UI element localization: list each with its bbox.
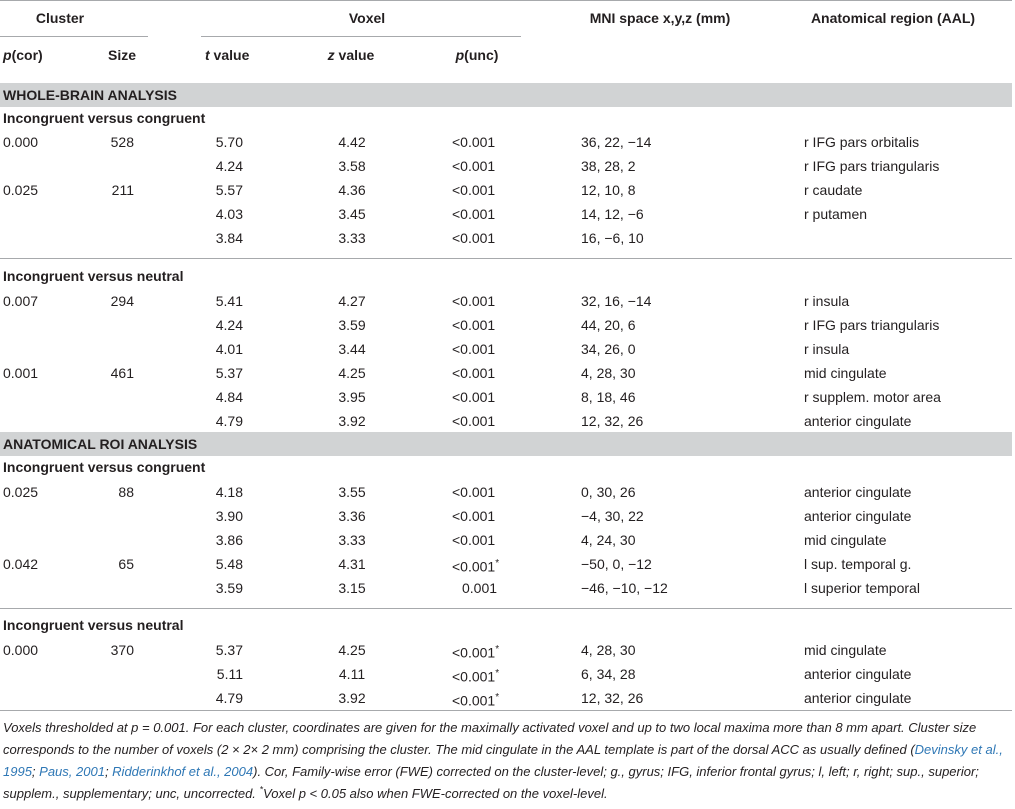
cell-pcor: 0.042 xyxy=(3,556,39,572)
cell-t-value: 5.37 xyxy=(215,365,243,381)
cell-punc: <0.001 xyxy=(452,182,496,198)
cell-size: 528 xyxy=(110,134,134,150)
header-size: Size xyxy=(108,47,137,63)
citation-link[interactable]: Paus, 2001 xyxy=(39,764,105,779)
cell-region: r insula xyxy=(804,341,850,357)
cell-z-value: 3.55 xyxy=(338,484,366,500)
cell-z-value: 3.95 xyxy=(338,389,366,405)
cell-size: 294 xyxy=(110,293,134,309)
cell-z-value: 3.33 xyxy=(338,532,366,548)
cell-punc: <0.001 xyxy=(452,413,496,429)
cell-region: l superior temporal xyxy=(804,580,920,596)
table-top-rule xyxy=(0,0,1012,1)
cell-t-value: 4.18 xyxy=(215,484,243,500)
header-punc: p(unc) xyxy=(455,47,499,63)
cell-t-value: 5.70 xyxy=(215,134,243,150)
cell-region: r IFG pars triangularis xyxy=(804,158,940,174)
cell-t-value: 5.41 xyxy=(215,293,243,309)
cell-mni: 32, 16, −14 xyxy=(581,293,652,309)
cell-punc: <0.001* xyxy=(452,668,500,685)
subsection-title: Incongruent versus congruent xyxy=(3,459,206,475)
cell-t-value: 5.37 xyxy=(215,642,243,658)
cell-mni: 36, 22, −14 xyxy=(581,134,652,150)
cell-region: r putamen xyxy=(804,206,868,222)
cell-z-value: 4.25 xyxy=(338,642,366,658)
cell-punc: <0.001 xyxy=(452,508,496,524)
cell-t-value: 5.57 xyxy=(215,182,243,198)
header-voxel: Voxel xyxy=(348,10,386,26)
cell-punc: <0.001 xyxy=(452,341,496,357)
cell-t-value: 4.24 xyxy=(215,317,243,333)
cell-punc: <0.001 xyxy=(452,484,496,500)
cell-z-value: 3.58 xyxy=(338,158,366,174)
cell-punc: <0.001 xyxy=(452,206,496,222)
section-title: ANATOMICAL ROI ANALYSIS xyxy=(3,436,198,452)
cell-t-value: 4.01 xyxy=(215,341,243,357)
subsection-rule xyxy=(0,608,1012,609)
cell-region: mid cingulate xyxy=(804,642,887,658)
cell-mni: 0, 30, 26 xyxy=(581,484,636,500)
cell-pcor: 0.001 xyxy=(3,365,39,381)
cell-size: 370 xyxy=(110,642,134,658)
fwe-star: * xyxy=(495,558,500,569)
cell-mni: 44, 20, 6 xyxy=(581,317,636,333)
cell-mni: 6, 34, 28 xyxy=(581,666,636,682)
cell-t-value: 3.84 xyxy=(215,230,243,246)
cell-punc: <0.001* xyxy=(452,558,500,575)
cell-mni: 16, −6, 10 xyxy=(581,230,644,246)
cell-t-value: 3.59 xyxy=(215,580,243,596)
header-region: Anatomical region (AAL) xyxy=(810,10,976,26)
cell-pcor: 0.025 xyxy=(3,484,39,500)
cell-pcor: 0.007 xyxy=(3,293,39,309)
cell-z-value: 4.27 xyxy=(338,293,366,309)
cell-punc: <0.001 xyxy=(452,158,496,174)
cell-z-value: 3.45 xyxy=(338,206,366,222)
cell-t-value: 3.86 xyxy=(215,532,243,548)
cell-region: anterior cingulate xyxy=(804,690,912,706)
cell-t-value: 3.90 xyxy=(215,508,243,524)
cell-region: anterior cingulate xyxy=(804,508,912,524)
cell-punc: <0.001 xyxy=(452,134,496,150)
cell-pcor: 0.025 xyxy=(3,182,39,198)
cell-mni: 12, 32, 26 xyxy=(581,690,644,706)
cell-mni: 4, 24, 30 xyxy=(581,532,636,548)
cell-region: r IFG pars triangularis xyxy=(804,317,940,333)
cell-mni: 12, 32, 26 xyxy=(581,413,644,429)
fwe-star: * xyxy=(495,668,500,679)
cell-punc: <0.001 xyxy=(452,293,496,309)
cell-region: r caudate xyxy=(804,182,863,198)
cell-t-value: 4.79 xyxy=(215,690,243,706)
cell-mni: 8, 18, 46 xyxy=(581,389,636,405)
subsection-title: Incongruent versus neutral xyxy=(3,268,184,284)
header-mni: MNI space x,y,z (mm) xyxy=(589,10,731,26)
cell-mni: −50, 0, −12 xyxy=(581,556,652,572)
cell-z-value: 3.36 xyxy=(338,508,366,524)
cell-region: anterior cingulate xyxy=(804,413,912,429)
cell-z-value: 3.15 xyxy=(338,580,366,596)
cell-mni: 34, 26, 0 xyxy=(581,341,636,357)
citation-link[interactable]: Devinsky et al., 1995 xyxy=(3,742,1003,779)
cell-mni: 14, 12, −6 xyxy=(581,206,644,222)
cell-punc: 0.001 xyxy=(462,580,498,596)
cell-t-value: 4.84 xyxy=(215,389,243,405)
cell-mni: 4, 28, 30 xyxy=(581,642,636,658)
cell-z-value: 4.11 xyxy=(338,666,366,682)
cell-mni: −46, −10, −12 xyxy=(581,580,668,596)
fwe-star: * xyxy=(495,692,500,703)
cluster-underline xyxy=(0,36,148,37)
cell-z-value: 3.44 xyxy=(338,341,366,357)
header-t-value: t value xyxy=(205,47,250,63)
cell-z-value: 4.31 xyxy=(338,556,366,572)
subsection-rule xyxy=(0,258,1012,259)
header-z-value: z value xyxy=(327,47,375,63)
fwe-star: * xyxy=(495,644,500,655)
cell-pcor: 0.000 xyxy=(3,134,39,150)
cell-t-value: 4.03 xyxy=(215,206,243,222)
subsection-title: Incongruent versus congruent xyxy=(3,110,206,126)
cell-size: 65 xyxy=(118,556,134,572)
cell-mni: 38, 28, 2 xyxy=(581,158,636,174)
subsection-title: Incongruent versus neutral xyxy=(3,617,184,633)
cell-punc: <0.001* xyxy=(452,644,500,661)
cell-mni: 12, 10, 8 xyxy=(581,182,636,198)
cell-z-value: 4.25 xyxy=(338,365,366,381)
header-pcor: p(cor) xyxy=(3,47,43,63)
cell-region: anterior cingulate xyxy=(804,484,912,500)
cell-region: r IFG pars orbitalis xyxy=(804,134,920,150)
cell-punc: <0.001 xyxy=(452,532,496,548)
cell-z-value: 3.33 xyxy=(338,230,366,246)
section-title: WHOLE-BRAIN ANALYSIS xyxy=(3,87,177,103)
cell-mni: −4, 30, 22 xyxy=(581,508,644,524)
cell-size: 88 xyxy=(118,484,134,500)
header-cluster: Cluster xyxy=(35,10,85,26)
citation-link[interactable]: Ridderinkhof et al., 2004 xyxy=(112,764,254,779)
cell-punc: <0.001* xyxy=(452,692,500,709)
cell-t-value: 5.48 xyxy=(215,556,243,572)
cell-pcor: 0.000 xyxy=(3,642,39,658)
cell-size: 211 xyxy=(111,182,134,198)
voxel-underline xyxy=(201,36,521,37)
cell-punc: <0.001 xyxy=(452,317,496,333)
cell-t-value: 4.24 xyxy=(215,158,243,174)
cell-t-value: 5.11 xyxy=(216,666,243,682)
cell-mni: 4, 28, 30 xyxy=(581,365,636,381)
table-bottom-rule xyxy=(0,710,1012,711)
cell-z-value: 3.59 xyxy=(338,317,366,333)
cell-punc: <0.001 xyxy=(452,230,496,246)
cell-z-value: 3.92 xyxy=(338,690,366,706)
cell-punc: <0.001 xyxy=(452,365,496,381)
cell-z-value: 4.42 xyxy=(338,134,366,150)
cell-punc: <0.001 xyxy=(452,389,496,405)
cell-region: l sup. temporal g. xyxy=(804,556,912,572)
cell-region: mid cingulate xyxy=(804,532,887,548)
cell-t-value: 4.79 xyxy=(215,413,243,429)
cell-region: r supplem. motor area xyxy=(804,389,941,405)
cell-z-value: 3.92 xyxy=(338,413,366,429)
cell-region: anterior cingulate xyxy=(804,666,912,682)
cell-region: r insula xyxy=(804,293,850,309)
cell-region: mid cingulate xyxy=(804,365,887,381)
table-footnote: Voxels thresholded at p = 0.001. For each cluster, coordinates are given for the maximally activated voxel and up to two local maxima more than 8 mm apart. Cluster size corresponds to the number of voxels (2 × 2× 2 mm) comprising the cluster. The mid cingulate in the AAL template is part of the dorsal ACC as usually defined (Devinsky et al., 1995; Paus, 2001; Ridderinkhof et al., 2004). Cor, Family-wise error (FWE) corrected on the cluster-level; g., gyrus; IFG, inferior frontal gyrus; l, left; r, right; sup., superior; supplem., supplementary; unc, uncorrected. *Voxel p < 0.05 also when FWE-corrected on the voxel-level. xyxy=(3,720,1003,801)
cell-size: 461 xyxy=(110,365,134,381)
cell-z-value: 4.36 xyxy=(338,182,366,198)
